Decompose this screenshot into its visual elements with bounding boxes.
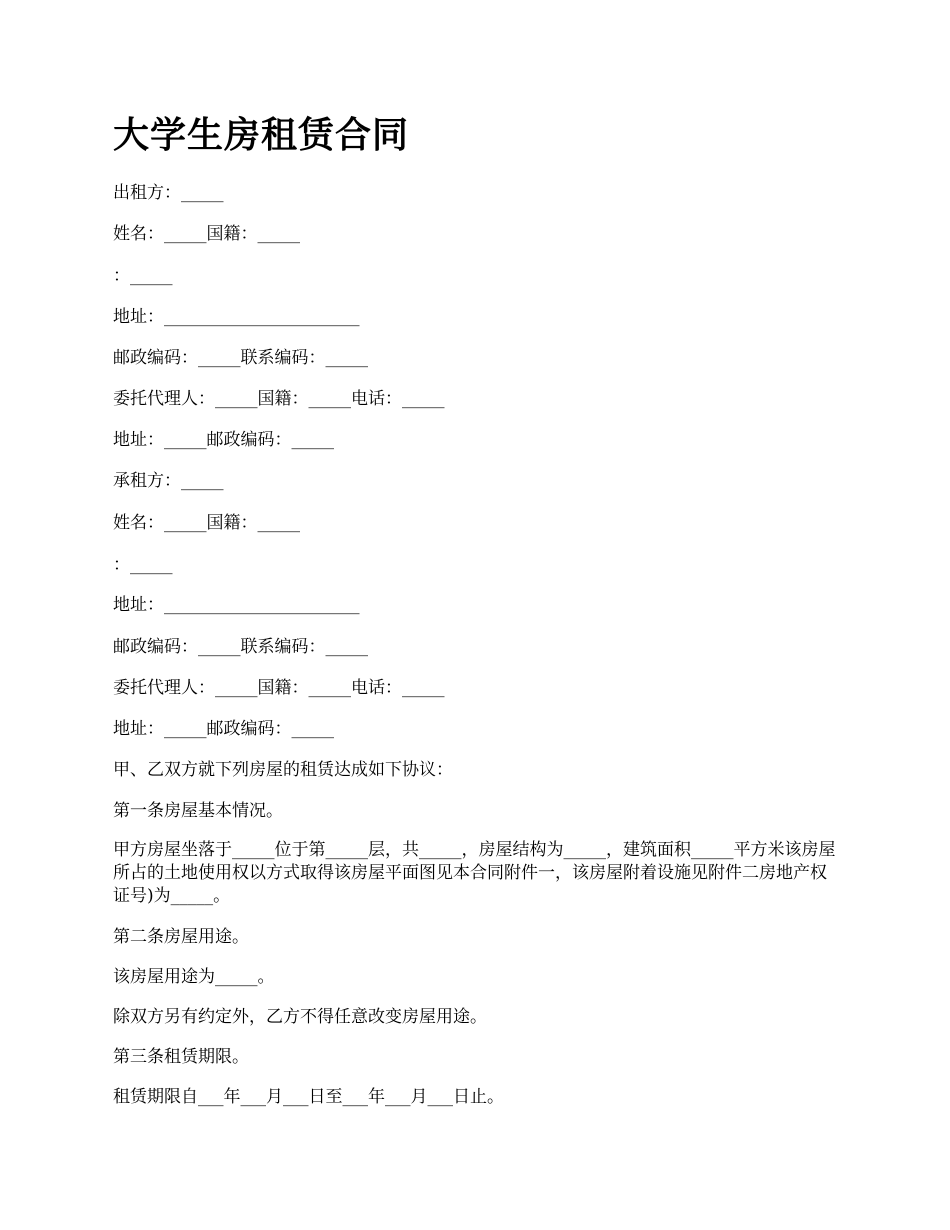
lessor-name-nationality: 姓名：_____国籍：_____ (113, 224, 300, 244)
lessee-address: 地址：_______________________ (113, 595, 360, 615)
lessor-agent: 委托代理人：_____国籍：_____电话：_____ (113, 389, 445, 409)
lessee-id-field: ：_____ (113, 555, 173, 575)
lessee-postal-contact: 邮政编码：_____联系编码：_____ (113, 637, 368, 657)
lessor-id-field: ：_____ (113, 266, 173, 286)
agreement-intro: 甲、乙双方就下列房屋的租赁达成如下协议： (113, 760, 453, 780)
article-2-restriction: 除双方另有约定外，乙方不得任意改变房屋用途。 (113, 1007, 487, 1027)
lessee-agent: 委托代理人：_____国籍：_____电话：_____ (113, 678, 445, 698)
lessor-agent-address: 地址：_____邮政编码：_____ (113, 430, 334, 450)
article-3-term: 租赁期限自___年___月___日至___年___月___日止。 (113, 1087, 504, 1107)
article-2-usage: 该房屋用途为_____。 (113, 967, 275, 987)
article-1-heading: 第一条房屋基本情况。 (113, 801, 283, 821)
lessor-postal-contact: 邮政编码：_____联系编码：_____ (113, 348, 368, 368)
lessee-heading: 承租方：_____ (113, 471, 224, 491)
document-title: 大学生房租赁合同 (113, 114, 410, 156)
lessee-agent-address: 地址：_____邮政编码：_____ (113, 719, 334, 739)
lessor-address: 地址：_______________________ (113, 307, 360, 327)
article-3-heading: 第三条租赁期限。 (113, 1047, 249, 1067)
article-2-heading: 第二条房屋用途。 (113, 927, 249, 947)
lessee-name-nationality: 姓名：_____国籍：_____ (113, 513, 300, 533)
article-1-body: 甲方房屋坐落于_____位于第_____层，共_____，房屋结构为_____，建筑面积_____平方米该房屋所占的土地使用权以方式取得该房屋平面图见本合同附件一，该房屋附着设施见附件二房地产权证号)为_____。 (113, 840, 836, 906)
lessor-heading: 出租方：_____ (113, 183, 224, 203)
